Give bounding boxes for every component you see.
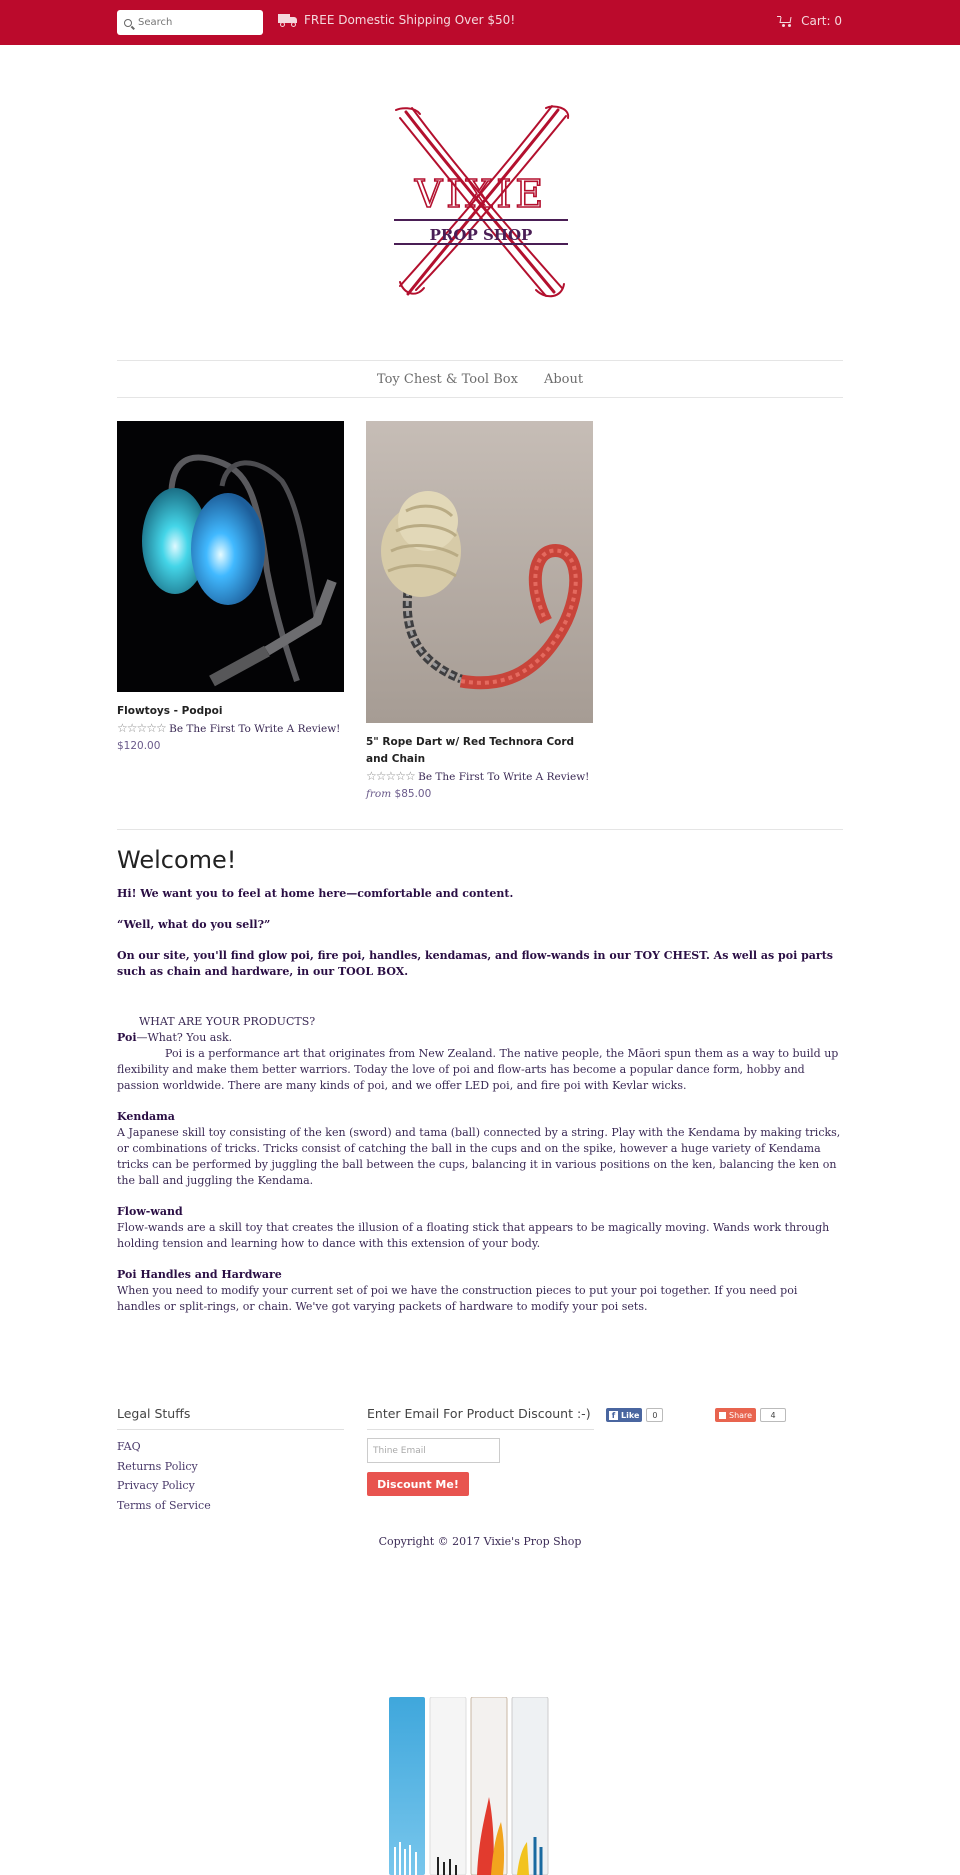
logo-subword: PROP SHOP bbox=[429, 226, 533, 244]
review-link[interactable]: Be The First To Write A Review! bbox=[169, 723, 341, 735]
share-widget[interactable] bbox=[715, 1408, 786, 1422]
search-input[interactable] bbox=[138, 17, 248, 28]
facebook-like-button[interactable]: f Like bbox=[606, 1408, 642, 1422]
truck-icon bbox=[278, 14, 298, 27]
review-link[interactable]: Be The First To Write A Review! bbox=[418, 771, 590, 783]
search-icon bbox=[124, 19, 132, 27]
product-card[interactable] bbox=[117, 421, 344, 755]
intro-description: On our site, you'll find glow poi, fire poi, handles, kendamas, and flow-wands in our TOY CHEST. As well as poi parts such as chain and hardware, in our TOOL BOX. bbox=[117, 949, 833, 978]
products-heading: WHAT ARE YOUR PRODUCTS? bbox=[139, 1015, 316, 1028]
rating-stars-icon: ☆☆☆☆☆ bbox=[117, 721, 166, 735]
link-faq[interactable]: FAQ bbox=[117, 1440, 141, 1453]
handles-text: When you need to modify your current set of poi we have the construction pieces to put your poi together. If you need poi handles or split-rings, or chain. We've got varying packets of hardware to modify your poi sets. bbox=[117, 1284, 798, 1313]
main-nav bbox=[117, 360, 843, 398]
poi-section bbox=[117, 1030, 843, 1094]
product-review[interactable] bbox=[366, 768, 593, 785]
handles-section bbox=[117, 1267, 843, 1315]
share-icon bbox=[719, 1412, 726, 1419]
flowwand-section bbox=[117, 1204, 843, 1252]
nav-about[interactable]: About bbox=[543, 371, 584, 387]
discount-button[interactable]: Discount Me! bbox=[367, 1472, 469, 1496]
copyright: Copyright © 2017 Vixie's Prop Shop bbox=[378, 1535, 582, 1548]
flowwand-text: Flow-wands are a skill toy that creates the illusion of a floating stick that appears to be magically moving. Wands work through holding tension and learning how to dance with this extension of your body. bbox=[117, 1221, 830, 1250]
facebook-like[interactable] bbox=[606, 1408, 663, 1422]
product-name[interactable]: Flowtoys - Podpoi bbox=[117, 705, 223, 717]
flowwand-title: Flow-wand bbox=[117, 1205, 183, 1218]
divider bbox=[117, 829, 843, 830]
link-terms-of-service[interactable]: Terms of Service bbox=[117, 1498, 211, 1512]
like-count: 0 bbox=[646, 1408, 663, 1422]
nav-toy-chest[interactable]: Toy Chest & Tool Box bbox=[376, 371, 518, 387]
poi-ask: —What? You ask. bbox=[136, 1031, 233, 1044]
facebook-icon: f bbox=[609, 1411, 618, 1420]
cart-label[interactable]: Cart: 0 bbox=[801, 14, 842, 28]
product-price bbox=[117, 737, 344, 755]
link-returns-policy[interactable]: Returns Policy bbox=[117, 1459, 198, 1473]
kendama-text: A Japanese skill toy consisting of the ken (sword) and tama (ball) connected by a string. Play with the Kendama by making tricks, or combinations of tricks. Tricks consist of catching the ball in the cups and on the spike, however a huge variety of Kendama tricks can be performed by juggling the ball between the cups, balancing it in various positions on the ken, balancing the ken on the ball and juggling the Kendama. bbox=[117, 1126, 841, 1187]
handles-title: Poi Handles and Hardware bbox=[117, 1268, 282, 1281]
price-value: $85.00 bbox=[394, 788, 432, 800]
page-title: Welcome! bbox=[117, 846, 237, 874]
share-button[interactable]: Share bbox=[715, 1408, 756, 1422]
product-image[interactable] bbox=[117, 421, 344, 692]
product-review[interactable] bbox=[117, 720, 344, 737]
product-price bbox=[366, 785, 593, 803]
rating-stars-icon: ☆☆☆☆☆ bbox=[366, 769, 415, 783]
search-box[interactable] bbox=[117, 10, 263, 35]
product-image[interactable] bbox=[366, 421, 593, 723]
email-heading: Enter Email For Product Discount :-) bbox=[367, 1406, 594, 1430]
share-count: 4 bbox=[760, 1408, 786, 1422]
poi-text: Poi is a performance art that originates from New Zealand. The native people, the Māori spun them as a way to build up flexibility and make them better warriors. Today the love of poi and flow-arts has become a popular dance form, hobby and passion worldwide. There are many kinds of poi, and we offer LED poi, and fire poi with Kevlar wicks. bbox=[117, 1047, 839, 1092]
shipping-text: FREE Domestic Shipping Over $50! bbox=[304, 13, 516, 27]
kendama-title: Kendama bbox=[117, 1110, 175, 1123]
logo-word: VIXIE bbox=[414, 172, 548, 216]
welcome-content bbox=[117, 886, 843, 1330]
site-logo[interactable] bbox=[386, 104, 576, 299]
intro-question: “Well, what do you sell?” bbox=[117, 918, 271, 931]
product-name[interactable]: 5" Rope Dart w/ Red Technora Cord and Chain bbox=[366, 736, 575, 765]
legal-heading: Legal Stuffs bbox=[117, 1406, 344, 1430]
legal-links bbox=[117, 1437, 211, 1515]
product-card[interactable] bbox=[366, 421, 593, 803]
promo-banner[interactable] bbox=[389, 1697, 549, 1875]
poi-title: Poi bbox=[117, 1031, 137, 1044]
cart-link[interactable] bbox=[777, 14, 842, 28]
kendama-section bbox=[117, 1109, 843, 1189]
cart-icon bbox=[777, 16, 792, 27]
price-value: $120.00 bbox=[117, 740, 161, 752]
price-prefix: from bbox=[366, 788, 392, 800]
logo-graphic bbox=[386, 104, 576, 299]
link-privacy-policy[interactable]: Privacy Policy bbox=[117, 1479, 195, 1492]
shipping-notice bbox=[278, 13, 515, 27]
intro-greeting: Hi! We want you to feel at home here—comfortable and content. bbox=[117, 887, 514, 900]
top-bar bbox=[0, 0, 960, 45]
email-field[interactable]: Thine Email bbox=[367, 1438, 500, 1463]
